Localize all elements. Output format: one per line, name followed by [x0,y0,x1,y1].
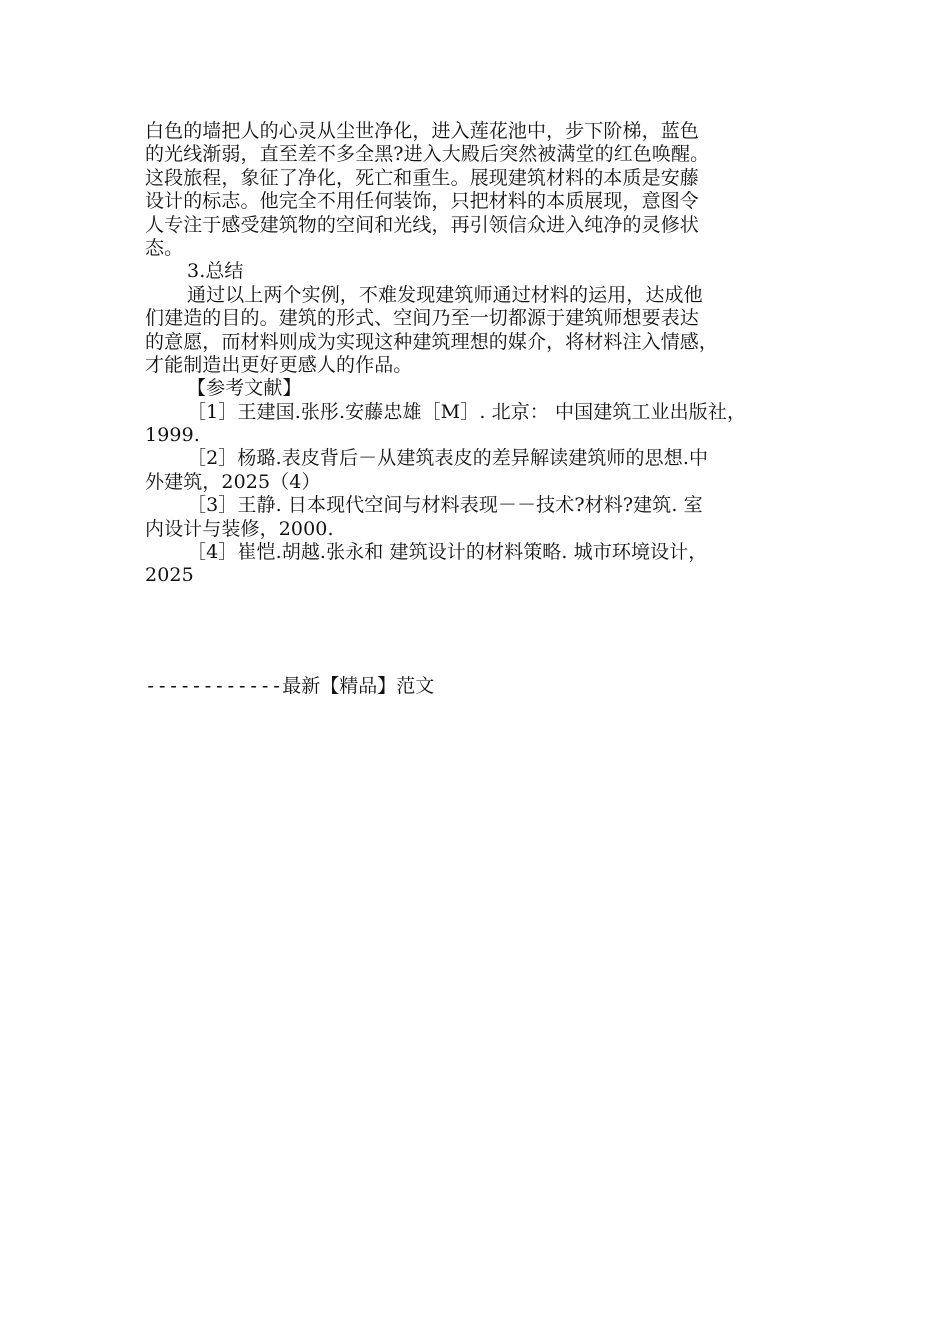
reference-item [145,494,805,541]
reference-line: ［4］崔恺.胡越.张永和 建筑设计的材料策略. 城市环境设计， [187,541,708,564]
section-heading-summary: 3.总结 [187,260,244,283]
reference-line: 内设计与装修，2000. [145,517,334,540]
text-line: 的光线渐弱，直至差不多全黑?进入大殿后突然被满堂的红色唤醒。 [145,143,710,166]
text-line: 人专注于感受建筑物的空间和光线，再引领信众进入纯净的灵修状 [145,213,699,236]
reference-item [145,541,805,588]
reference-list [145,401,805,588]
reference-line: 1999. [145,424,200,447]
footer-tagline [145,674,434,698]
references-heading: 【参考文献】 [187,377,302,400]
body-paragraph [145,120,805,260]
text-line: 设计的标志。他完全不用任何装饰，只把材料的本质展现，意图令 [145,190,699,213]
text-line: 通过以上两个实例，不难发现建筑师通过材料的运用，达成他 [187,283,703,306]
footer-label: 最新【精品】范文 [282,675,435,697]
reference-line: 2025 [145,564,194,587]
text-line: 白色的墙把人的心灵从尘世净化，进入莲花池中，步下阶梯，蓝色 [145,120,699,142]
document-page [145,120,805,588]
text-line: 才能制造出更好更感人的作品。 [145,353,413,376]
text-line: 这段旅程，象征了净化，死亡和重生。展现建筑材料的本质是安藤 [145,166,699,189]
text-line: 的意愿，而材料则成为实现这种建筑理想的媒介，将材料注入情感， [145,330,719,353]
footer-dashes: ------------ [145,675,283,697]
reference-line: ［1］王建国.张彤.安藤忠雄［M］. 北京： 中国建筑工业出版社， [187,400,747,423]
reference-line: ［2］杨璐.表皮背后－从建筑表皮的差异解读建筑师的思想.中 [187,447,709,470]
reference-line: ［3］王静. 日本现代空间与材料表现－－技术?材料?建筑. 室 [187,494,703,517]
text-line: 们建造的目的。建筑的形式、空间乃至一切都源于建筑师想要表达 [145,307,699,330]
reference-item [145,447,805,494]
text-line: 态。 [145,236,184,259]
summary-paragraph [145,284,805,378]
reference-item [145,401,805,448]
reference-line: 外建筑，2025（4） [145,470,321,493]
